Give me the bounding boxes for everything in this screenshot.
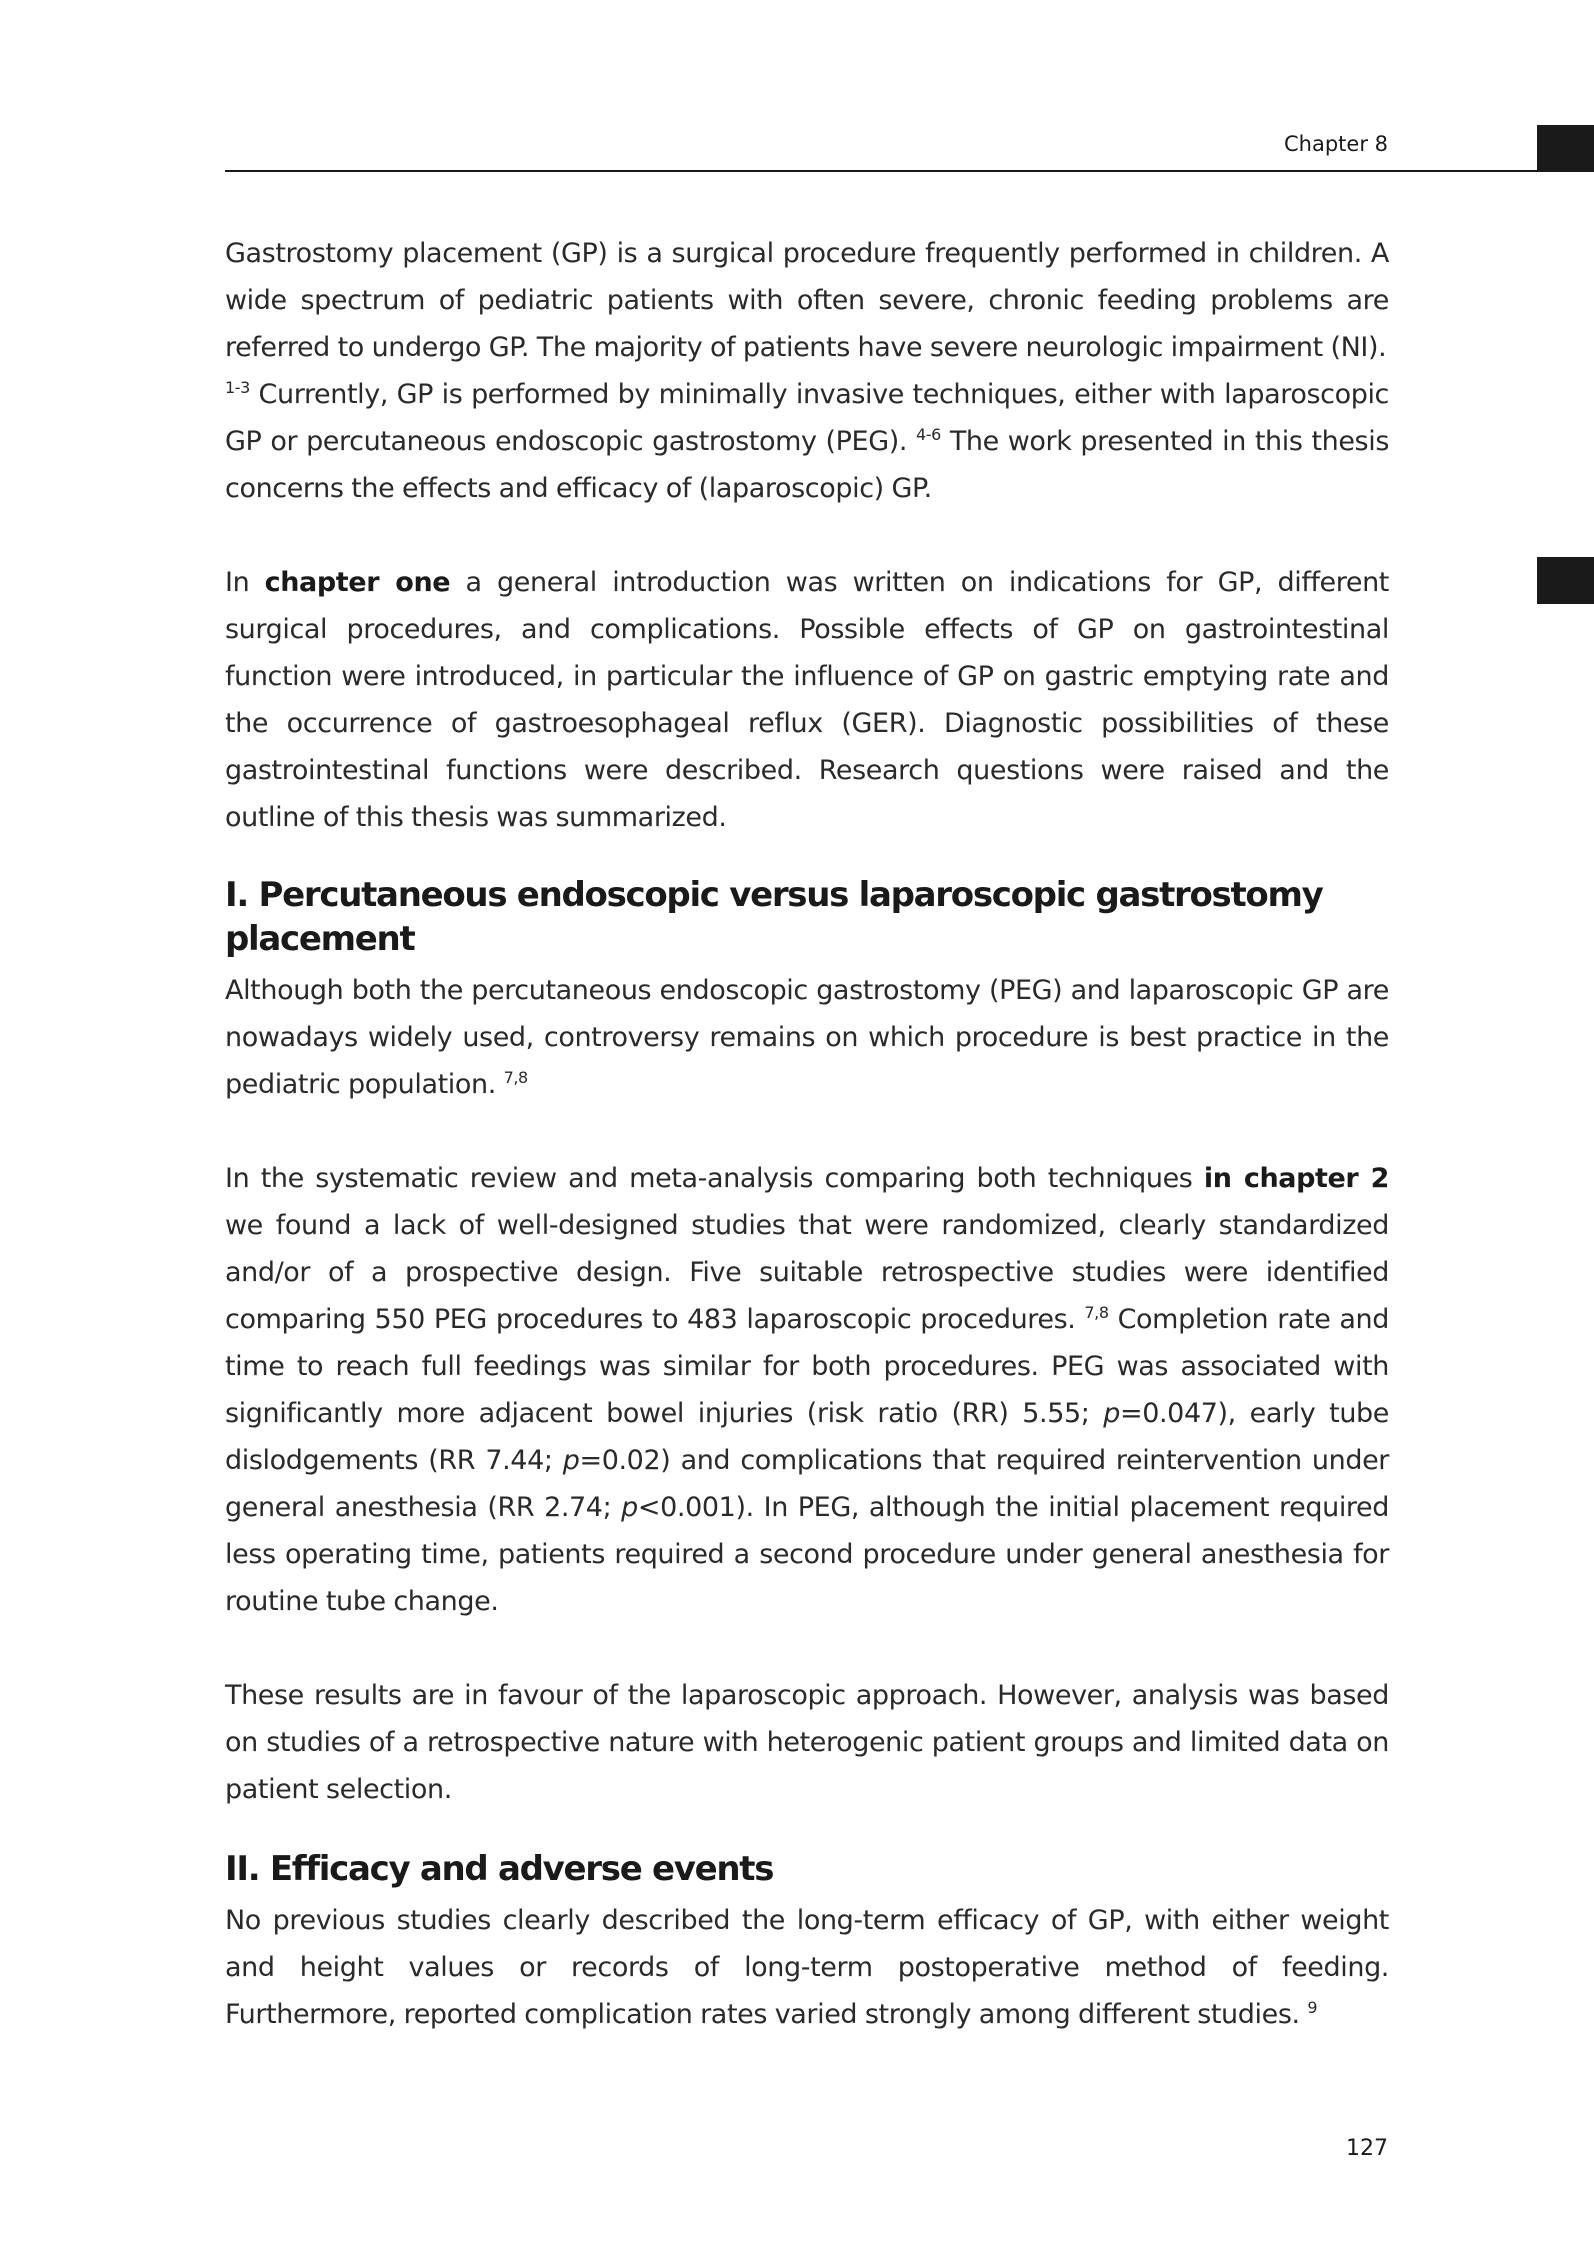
chapter-thumb-tab — [1537, 125, 1594, 172]
page-body — [225, 230, 1389, 2038]
p-value-symbol: p — [621, 1492, 638, 1523]
citation-7-8: 7,8 — [503, 1068, 528, 1087]
page-number: 127 — [1346, 2136, 1388, 2161]
p-value-symbol: p — [1103, 1398, 1120, 1429]
intro-paragraph-1: Gastrostomy placement (GP) is a surgical procedure frequently performed in children. A wide spectrum of pediatric patients with often severe, chronic feeding problems are referred to undergo GP. The majority of patients have severe neurologic impairment (NI). $^{1-3}$ Currently, GP is performed by minimally invasive techniques, either with laparoscopic GP or percutaneous endoscopic gastrostomy (PEG). $^{4-6}$ The work presented in this thesis concerns the effects and efficacy of (laparoscopic) GP. — [225, 238, 1389, 504]
chapter-one-emphasis: chapter one — [264, 567, 451, 598]
p-value-symbol: p — [562, 1445, 580, 1476]
section2-paragraph-1: No previous studies clearly described the long-term efficacy of GP, with either weight and height values or records of long-term postoperative method of feeding. Furthermore, reported complication rates varied strongly among different studies. $^9$ — [225, 1905, 1389, 2030]
section-thumb-tab — [1537, 557, 1594, 604]
section1-paragraph-1: Although both the percutaneous endoscopic gastrostomy (PEG) and laparoscopic GP are nowadays widely used, controversy remains on which procedure is best practice in the pediatric population. $^{7,8}$ — [225, 975, 1389, 1100]
running-header-chapter: Chapter 8 — [1284, 132, 1388, 156]
header-rule — [225, 170, 1594, 172]
section1-paragraph-3: These results are in favour of the laparoscopic approach. However, analysis was based on studies of a retrospective nature with heterogenic patient groups and limited data on patient selection. — [225, 1680, 1389, 1805]
citation-1-3: 1-3 — [225, 378, 250, 397]
intro-paragraph-2: In chapter one a general introduction was written on indications for GP, different surgical procedures, and complications. Possible effects of GP on gastrointestinal function were introduced, in particular the influence of GP on gastric emptying rate and the occurrence of gastroesophageal reflux (GER). Diagnostic possibilities of these gastrointestinal functions were described. Research questions were raised and the outline of this thesis was summarized. — [225, 567, 1389, 833]
section-heading-peg-vs-laparoscopic: I. Percutaneous endoscopic versus laparoscopic gastrostomy placement — [225, 875, 1323, 959]
chapter-2-emphasis: in chapter 2 — [1203, 1163, 1389, 1194]
citation-9: 9 — [1307, 1998, 1318, 2017]
citation-7-8: 7,8 — [1084, 1303, 1109, 1322]
section1-paragraph-2: In the systematic review and meta-analysis comparing both techniques in chapter 2 we found a lack of well-designed studies that were randomized, clearly standardized and/or of a prospective design. Five suitable retrospective studies were identified comparing 550 PEG procedures to 483 laparoscopic procedures. $^{7,8}$ Completion rate and time to reach full feedings was similar for both procedures. PEG was associated with significantly more adjacent bowel injuries (risk ratio (RR) 5.55; p=0.047), early tube dislodgements (RR 7.44; p=0.02) and complications that required reintervention under general anesthesia (RR 2.74; p<0.001). In PEG, although the initial placement required less operating time, patients required a second procedure under general anesthesia for routine tube change. — [225, 1163, 1389, 1617]
section-heading-efficacy: II. Efficacy and adverse events — [225, 1849, 774, 1889]
citation-4-6: 4-6 — [915, 425, 941, 444]
